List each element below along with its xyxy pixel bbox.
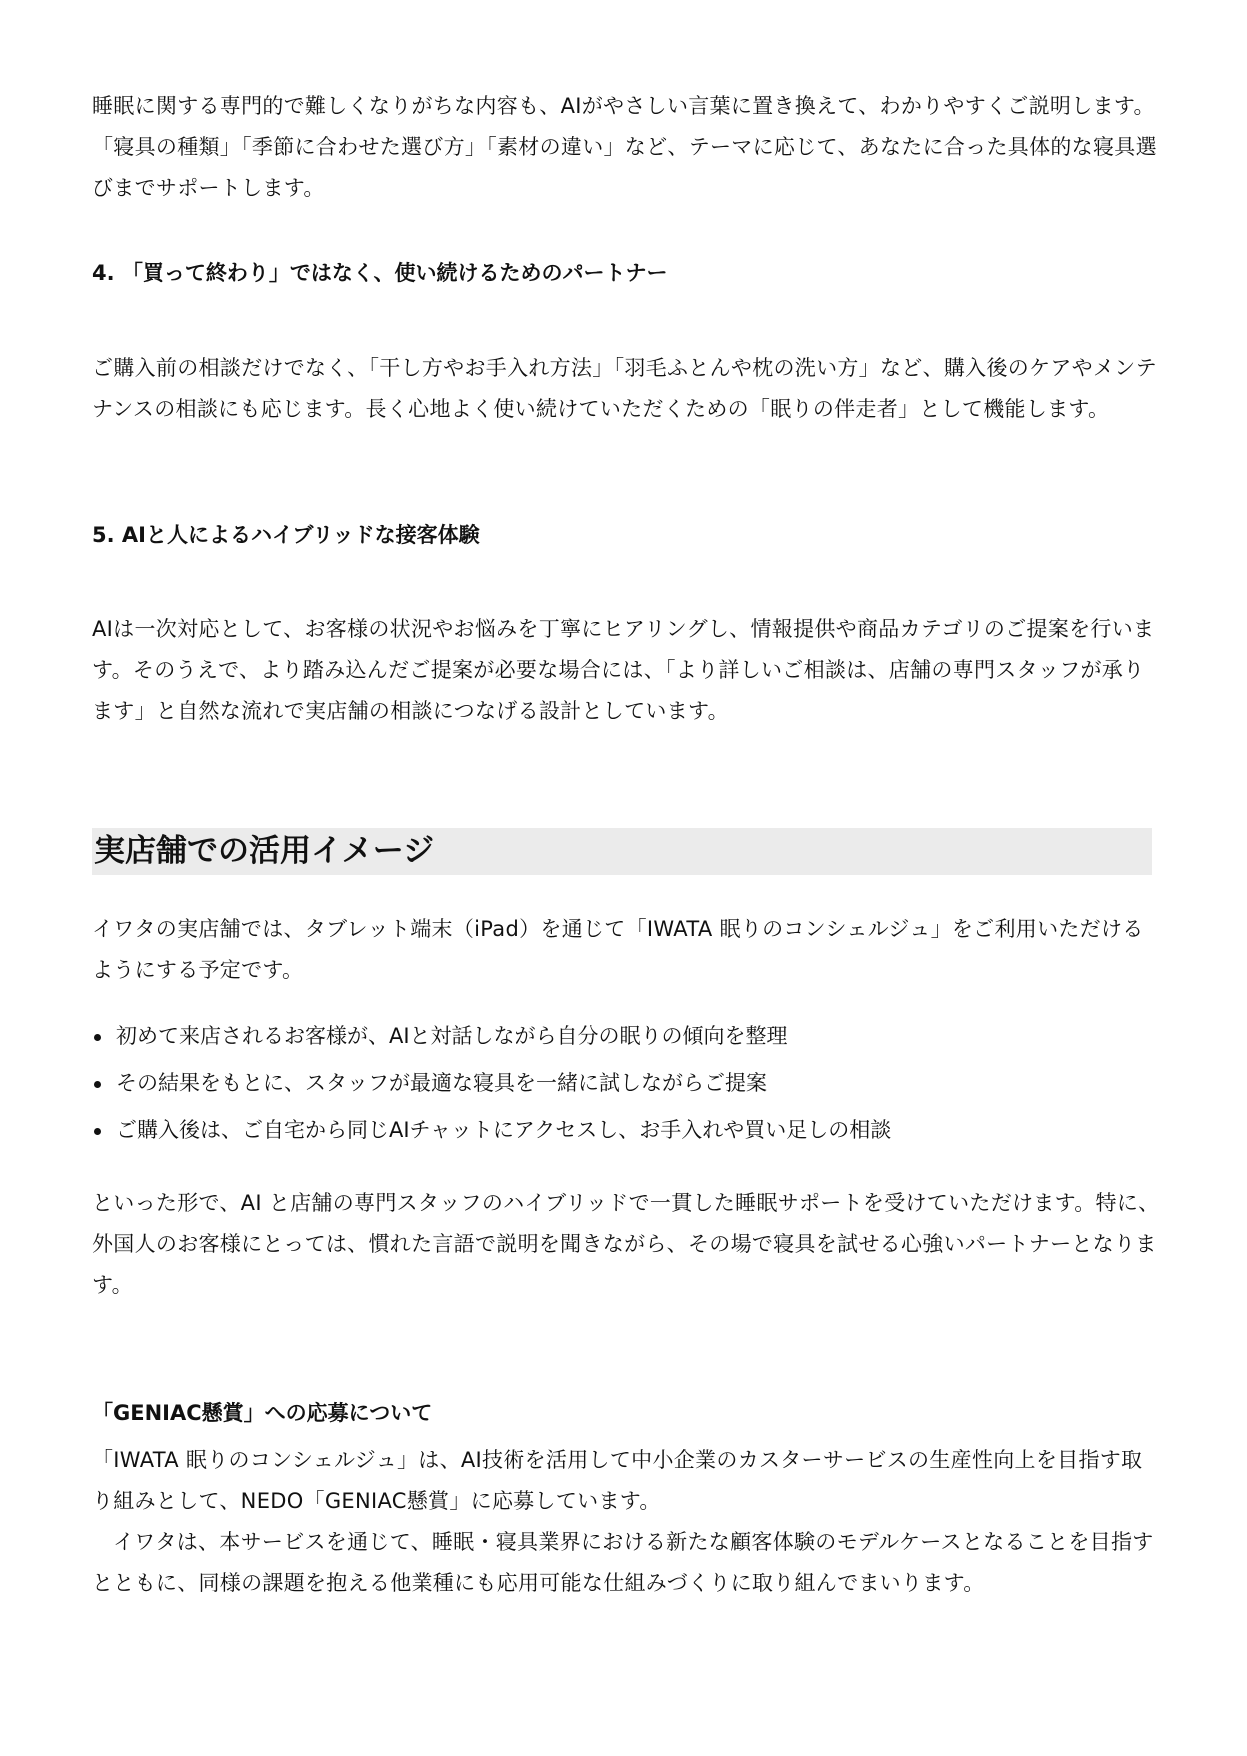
- store-closing-paragraph: といった形で、AI と店舗の専門スタッフのハイブリッドで一貫した睡眠サポートを受けていただけます。特に、外国人のお客様にとっては、慣れた言語で説明を聞きながら、その場で寝具を試せる心強いパートナーとなります。: [92, 1191, 1160, 1297]
- store-intro-paragraph: イワタの実店舗では、タブレット端末（iPad）を通じて「IWATA 眠りのコンシェルジュ」をご利用いただけるようにする予定です。: [92, 917, 1144, 982]
- bullet-icon: [94, 1034, 101, 1041]
- list-item: [92, 1107, 1160, 1154]
- geniac-heading: 「GENIAC懸賞」への応募について: [92, 1401, 433, 1425]
- list-item-text: ご購入後は、ご自宅から同じAIチャットにアクセスし、お手入れや買い足しの相談: [116, 1118, 892, 1142]
- store-usage-list: [92, 1013, 1160, 1154]
- store-section-title: 実店舗での活用イメージ: [92, 828, 1152, 875]
- geniac-paragraph-2: イワタは、本サービスを通じて、睡眠・寝具業界における新たな顧客体験のモデルケースとなることを目指すとともに、同様の課題を抱える他業種にも応用可能な仕組みづくりに取り組んでまいります。: [92, 1530, 1154, 1595]
- list-item-text: その結果をもとに、スタッフが最適な寝具を一緒に試しながらご提案: [116, 1071, 767, 1095]
- list-item: [92, 1013, 1160, 1060]
- list-item-text: 初めて来店されるお客様が、AIと対話しながら自分の眠りの傾向を整理: [116, 1024, 788, 1048]
- point4-heading: 4. 「買って終わり」ではなく、使い続けるためのパートナー: [92, 261, 668, 285]
- point5-paragraph: AIは一次対応として、お客様の状況やお悩みを丁寧にヒアリングし、情報提供や商品カテゴリのご提案を行います。そのうえで、より踏み込んだご提案が必要な場合には、「より詳しいご相談は、店舗の専門スタッフが承ります」と自然な流れで実店舗の相談につなげる設計としています。: [92, 617, 1155, 723]
- point4-paragraph: ご購入前の相談だけでなく、「干し方やお手入れ方法」「羽毛ふとんや枕の洗い方」など、購入後のケアやメンテナンスの相談にも応じます。長く心地よく使い続けていただくための「眠りの伴走者」として機能します。: [92, 356, 1157, 421]
- bullet-icon: [94, 1081, 101, 1088]
- intro-paragraph: 睡眠に関する専門的で難しくなりがちな内容も、AIがやさしい言葉に置き換えて、わかりやすくご説明します。「寝具の種類」「季節に合わせた選び方」「素材の違い」など、テーマに応じて、あなたに合った具体的な寝具選びまでサポートします。: [92, 94, 1157, 200]
- point5-heading: 5. AIと人によるハイブリッドな接客体験: [92, 523, 480, 547]
- geniac-paragraph-1: 「IWATA 眠りのコンシェルジュ」は、AI技術を活用して中小企業のカスターサービスの生産性向上を目指す取り組みとして、NEDO「GENIAC懸賞」に応募しています。: [92, 1448, 1143, 1513]
- bullet-icon: [94, 1128, 101, 1135]
- list-item: [92, 1060, 1160, 1107]
